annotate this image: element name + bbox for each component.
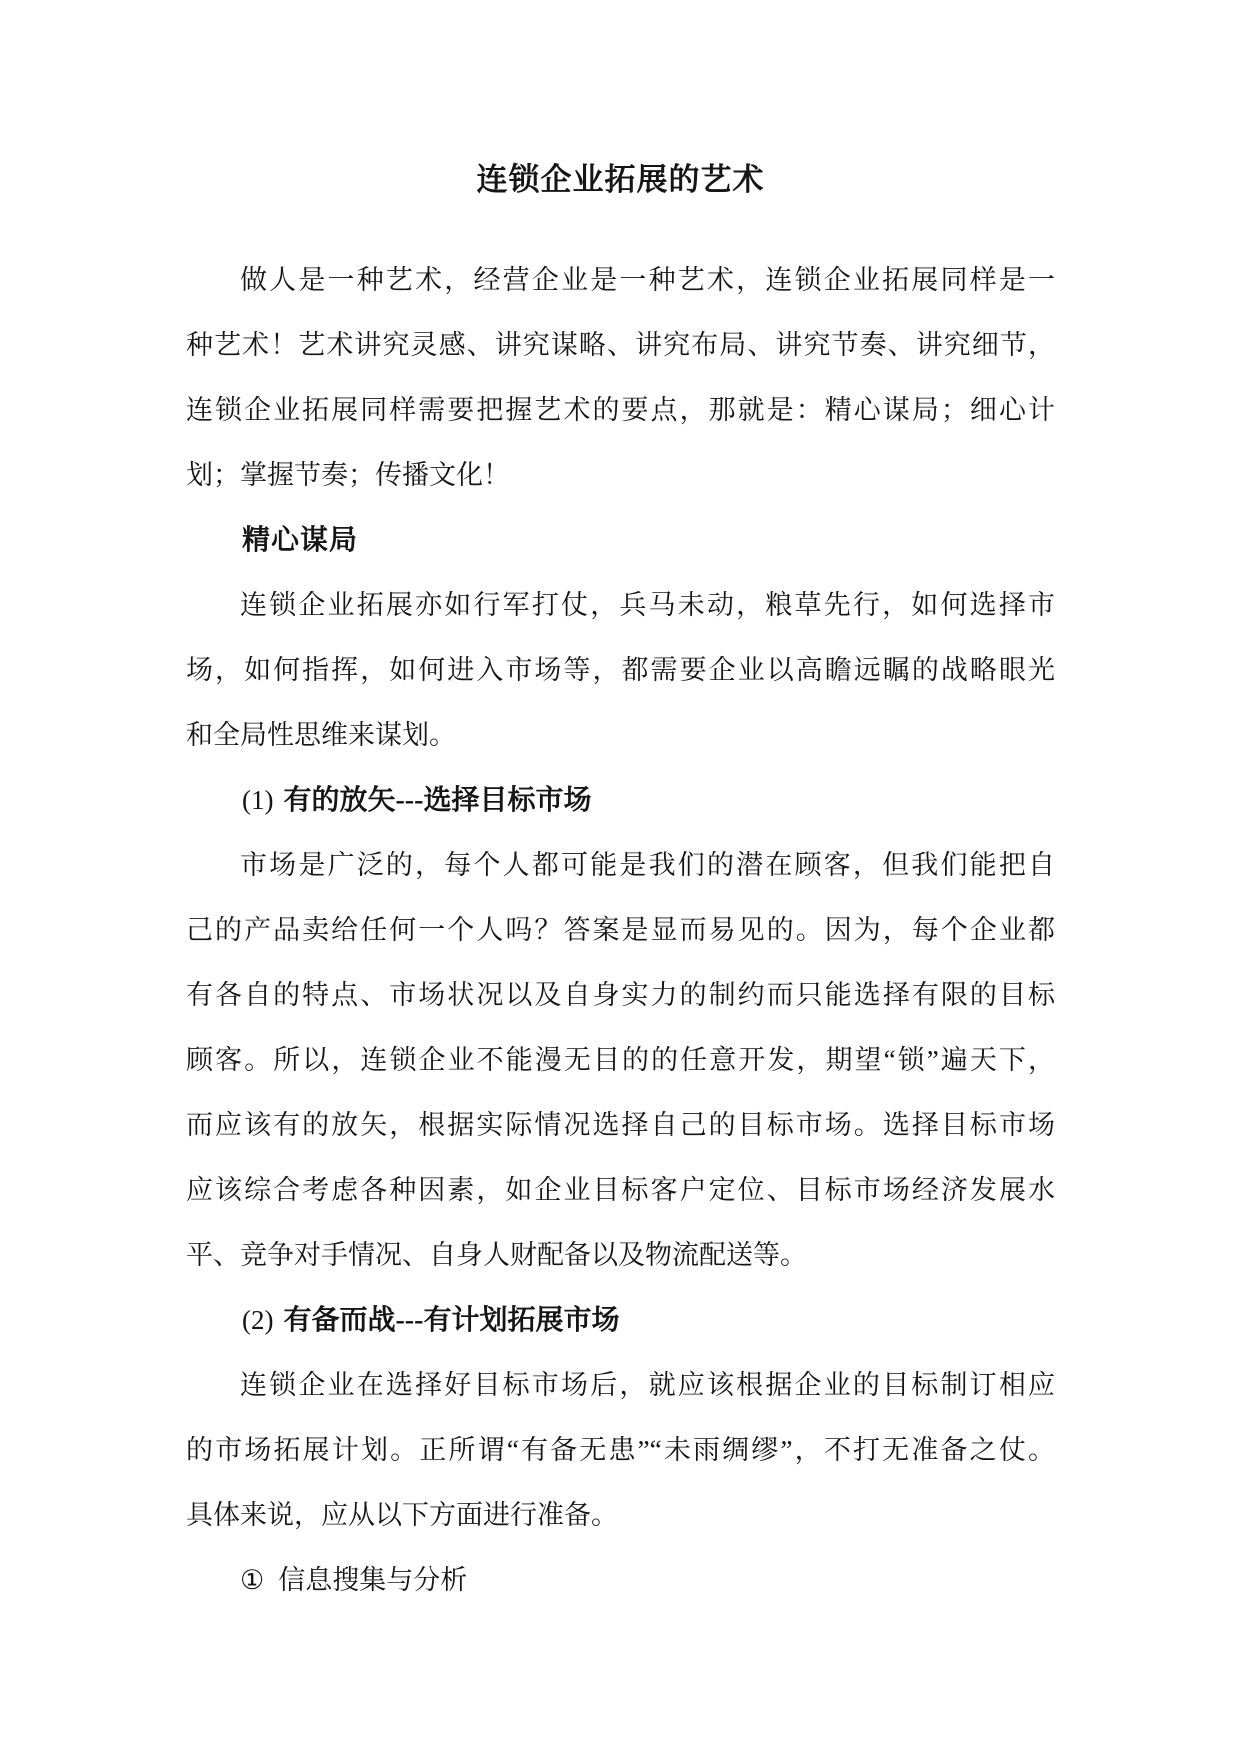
paragraph-intro [186, 248, 1055, 508]
text-line: 而应该有的放矢，根据实际情况选择自己的目标市场。选择目标市场 [186, 1110, 1055, 1140]
text-line: 和全局性思维来谋划。 [186, 720, 456, 750]
text-line: 顾客。所以，连锁企业不能漫无目的的任意开发，期望“锁”遍天下， [186, 1045, 1055, 1075]
text-line: 市场是广泛的，每个人都可能是我们的潜在顾客，但我们能把自 [240, 850, 1055, 880]
subheading-planned-expansion-text: 有备而战---有计划拓展市场 [283, 1305, 620, 1336]
section-heading-careful-planning: 精心谋局 [242, 525, 359, 556]
subheading-planned-expansion [186, 1288, 1055, 1353]
list-item-info-gathering [186, 1548, 1055, 1613]
subheading-target-market-number: (1) [242, 785, 274, 815]
list-item-info-gathering-text: 信息搜集与分析 [278, 1565, 468, 1595]
paragraph-strategic-planning [186, 573, 1055, 768]
text-line: 的市场拓展计划。正所谓“有备无患”“未雨绸缪”，不打无准备之仗。 [186, 1435, 1055, 1465]
text-line: 连锁企业拓展亦如行军打仗，兵马未动，粮草先行，如何选择市 [240, 590, 1055, 620]
text-line: 场，如何指挥，如何进入市场等，都需要企业以高瞻远瞩的战略眼光 [186, 655, 1055, 685]
text-line: 划；掌握节奏；传播文化！ [186, 460, 510, 490]
text-line: 连锁企业在选择好目标市场后，就应该根据企业的目标制订相应 [240, 1370, 1055, 1400]
text-line: 平、竞争对手情况、自身人财配备以及物流配送等。 [186, 1240, 807, 1270]
text-line: 有各自的特点、市场状况以及自身实力的制约而只能选择有限的目标 [186, 980, 1055, 1010]
list-item-info-gathering-marker: ① [240, 1565, 265, 1595]
subheading-target-market-text: 有的放矢---选择目标市场 [283, 785, 592, 816]
document-title: 连锁企业拓展的艺术 [476, 162, 765, 197]
text-line: 己的产品卖给任何一个人吗？答案是显而易见的。因为，每个企业都 [186, 915, 1055, 945]
paragraph-target-market [186, 833, 1055, 1288]
subheading-planned-expansion-number: (2) [242, 1305, 274, 1335]
text-line: 连锁企业拓展同样需要把握艺术的要点，那就是：精心谋局；细心计 [186, 395, 1055, 425]
text-line: 种艺术！艺术讲究灵感、讲究谋略、讲究布局、讲究节奏、讲究细节， [186, 330, 1055, 360]
text-line: 做人是一种艺术，经营企业是一种艺术，连锁企业拓展同样是一 [240, 265, 1055, 295]
text-line: 具体来说，应从以下方面进行准备。 [186, 1500, 618, 1530]
subheading-target-market [186, 768, 1055, 833]
text-line: 应该综合考虑各种因素，如企业目标客户定位、目标市场经济发展水 [186, 1175, 1055, 1205]
paragraph-expansion-plan [186, 1353, 1055, 1548]
